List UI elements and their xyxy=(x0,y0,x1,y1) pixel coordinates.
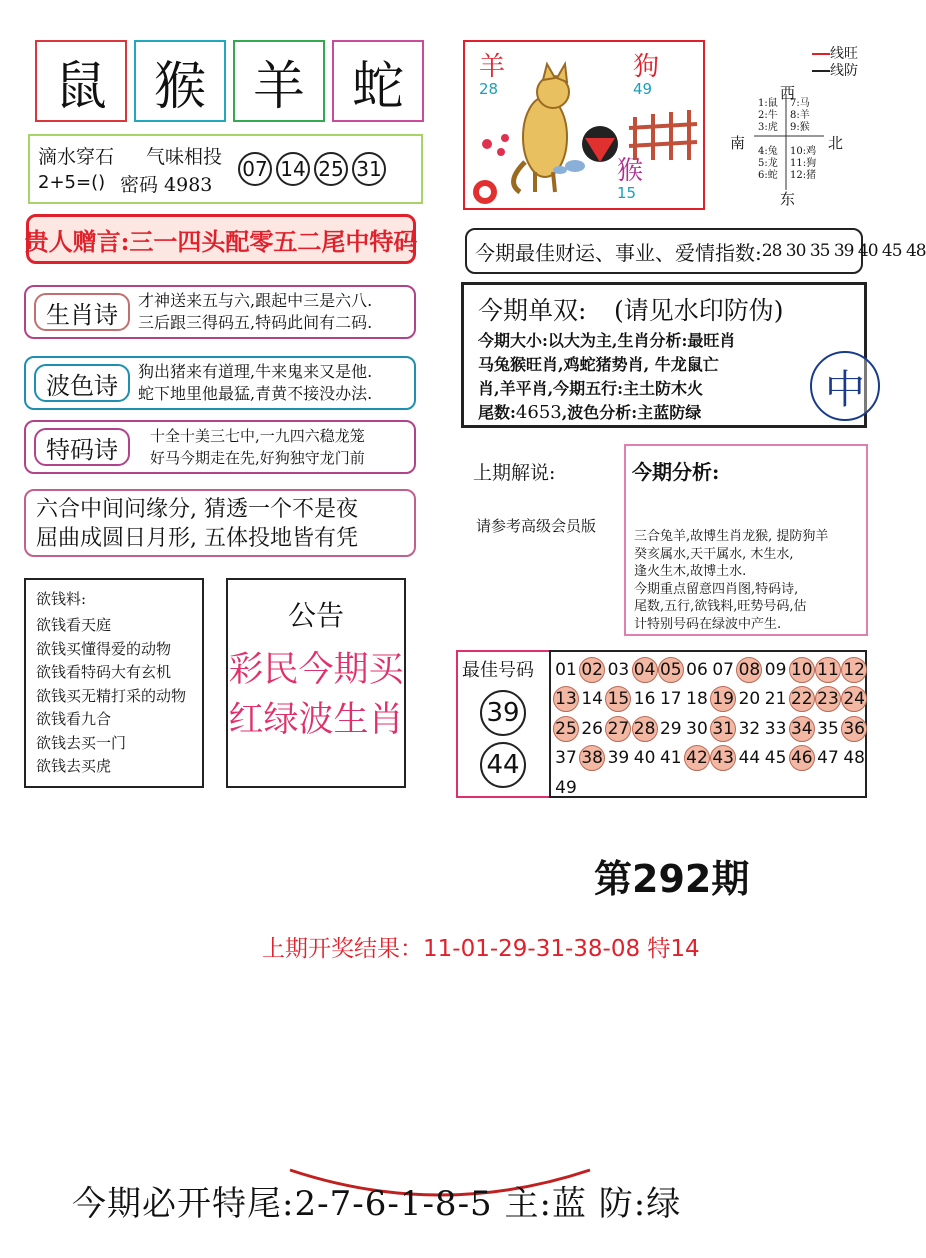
zodiac-image-panel xyxy=(463,40,705,210)
compass-cell: 5:龙 xyxy=(758,158,778,169)
analysis-title: 今期分析: xyxy=(632,460,720,484)
number-cell: 40 xyxy=(633,748,656,769)
compass-cell: 4:兔 xyxy=(758,146,778,157)
number-cell: 38 xyxy=(579,745,605,771)
zodiac-box-3: 羊 xyxy=(233,40,325,122)
number-cell: 05 xyxy=(658,657,684,683)
single-double-box xyxy=(461,282,867,428)
last-result: 上期开奖结果：11-01-29-31-38-08 特14 xyxy=(262,936,700,962)
sd-tail-label: 尾数: xyxy=(478,403,516,422)
analysis-body xyxy=(634,528,828,633)
number-cell: 06 xyxy=(686,660,708,680)
legend-line-guard xyxy=(812,63,858,80)
number-cell: 41 xyxy=(659,748,682,769)
number-cell: 11 xyxy=(815,657,841,683)
poem-tag: 生肖诗 xyxy=(34,293,130,331)
compass-legend xyxy=(812,46,858,80)
compass-south: 南 xyxy=(730,134,746,152)
number-cell: 29 xyxy=(659,718,682,739)
number-cell: 34 xyxy=(789,716,815,742)
last-period-title: 上期解说: xyxy=(473,462,556,484)
money-item: 欲钱看特码大有玄机 xyxy=(36,663,172,681)
number-cell: 44 xyxy=(738,748,761,769)
number-grid xyxy=(549,650,867,798)
legend-prosper-label: 线旺 xyxy=(830,46,858,62)
poem-line: 三后跟三得码五,特码此间有二码. xyxy=(138,313,373,332)
poem-text xyxy=(150,425,365,469)
saying-numbers xyxy=(238,152,386,186)
number-cell: 08 xyxy=(736,657,762,683)
number-cell: 45 xyxy=(764,748,787,769)
number-cell: 31 xyxy=(710,716,736,742)
riddle-box xyxy=(24,489,416,557)
number-cell: 39 xyxy=(607,748,630,769)
compass-cell: 11:狗 xyxy=(790,158,817,169)
sd-line: 马兔猴旺肖,鸡蛇猪势肖, 牛龙鼠亡 xyxy=(478,355,719,374)
compass-cell: 2:牛 xyxy=(758,110,778,121)
sd-stamp: 中 xyxy=(810,351,880,421)
best-pick: 44 xyxy=(480,742,526,788)
poem-box-zodiac xyxy=(24,285,416,339)
riddle-line: 屈曲成圆日月形, 五体投地皆有凭 xyxy=(36,526,358,551)
analysis-line: 癸亥属水,天干属水, 木生水, xyxy=(634,546,794,562)
compass-east: 东 xyxy=(780,190,796,208)
number-cell: 17 xyxy=(659,689,682,710)
compass-cell: 1:鼠 xyxy=(758,98,778,109)
notice-box xyxy=(226,578,406,788)
number-cell: 21 xyxy=(764,689,787,710)
number-cell: 23 xyxy=(815,686,841,712)
number-cell: 15 xyxy=(605,686,631,712)
poem-box-color xyxy=(24,356,416,410)
compass-cell: 9:猴 xyxy=(790,122,810,133)
dog-number: 49 xyxy=(633,80,653,98)
saying-number: 25 xyxy=(314,152,348,186)
best-pick: 39 xyxy=(480,690,526,736)
saying-box xyxy=(28,134,423,204)
number-cell: 25 xyxy=(553,716,579,742)
poem-text xyxy=(138,290,372,334)
analysis-line: 三合兔羊,故博生肖龙猴, 提防狗羊 xyxy=(634,529,829,544)
notice-line: 红绿波生肖 xyxy=(228,700,404,740)
poem-line: 十全十美三七中,一九四六稳龙笼 xyxy=(150,427,365,445)
money-item: 欲钱看九合 xyxy=(36,710,112,728)
period-number: 第292期 xyxy=(594,857,750,901)
number-cell: 26 xyxy=(581,718,603,739)
best-numbers-title: 最佳号码 xyxy=(462,660,534,681)
compass-cell: 6:蛇 xyxy=(758,170,778,181)
zodiac-box-4: 蛇 xyxy=(332,40,424,122)
number-cell: 12 xyxy=(841,657,867,683)
money-item: 欲钱买懂得爱的动物 xyxy=(36,639,172,658)
analysis-line: 今期重点留意四肖图,特码诗, xyxy=(634,581,799,597)
analysis-line: 尾数,五行,欲钱料,旺势号码,估 xyxy=(634,599,807,614)
compass-cell: 10:鸡 xyxy=(790,146,817,157)
riddle-line: 六合中间问缘分, 猜透一个不是夜 xyxy=(36,497,358,522)
number-cell: 30 xyxy=(686,718,708,739)
poem-line: 蛇下地里他最猛,青黄不接没办法. xyxy=(138,384,373,403)
number-cell: 48 xyxy=(843,748,865,769)
compass-cell: 8:羊 xyxy=(790,110,810,121)
number-cell: 36 xyxy=(841,716,867,742)
monkey-label: 猴 xyxy=(617,156,644,186)
poem-line: 好马今期走在先,好狗独守龙门前 xyxy=(150,449,365,467)
analysis-line: 计特别号码在绿波中产生. xyxy=(634,616,782,632)
saying-line1b: 气味相投 xyxy=(146,146,223,168)
number-cell: 16 xyxy=(633,689,656,710)
sd-tail-value: 4653 xyxy=(515,402,562,423)
number-cell: 20 xyxy=(738,689,761,710)
number-cell: 14 xyxy=(581,689,603,710)
number-cell: 04 xyxy=(632,657,658,683)
sd-line: 肖,羊平肖,今期五行:主土防木火 xyxy=(478,379,704,398)
notice-line: 彩民今期买 xyxy=(228,650,404,690)
saying-line2a: 2+5=() xyxy=(38,172,106,193)
compass-north: 北 xyxy=(828,134,844,152)
number-cell: 28 xyxy=(632,716,658,742)
number-cell: 13 xyxy=(553,686,579,712)
sheep-number: 28 xyxy=(479,80,499,98)
cat-ball-illustration xyxy=(465,42,703,208)
number-cell: 33 xyxy=(764,718,787,739)
number-cell: 43 xyxy=(710,745,736,771)
legend-guard-label: 线防 xyxy=(830,63,858,79)
number-cell: 03 xyxy=(607,660,630,680)
analysis-line: 逢火生木,故博土水. xyxy=(634,564,747,579)
number-cell: 47 xyxy=(817,748,839,769)
money-item: 欲钱去买一门 xyxy=(36,733,127,752)
monkey-number: 15 xyxy=(617,184,637,202)
compass-lines xyxy=(754,94,824,190)
analysis-box xyxy=(624,444,868,636)
poem-text xyxy=(138,361,372,405)
dog-label: 狗 xyxy=(633,52,660,82)
saying-line1a: 滴水穿石 xyxy=(38,146,115,168)
sd-body xyxy=(478,329,735,425)
compass-cell: 3:虎 xyxy=(758,122,778,133)
money-box xyxy=(24,578,204,788)
poem-line: 狗出猪来有道理,牛来鬼来又是他. xyxy=(138,362,373,381)
money-title: 欲钱料: xyxy=(36,590,87,608)
number-cell: 18 xyxy=(686,689,708,710)
number-cell: 35 xyxy=(817,718,839,739)
number-cell: 07 xyxy=(712,660,734,680)
saying-line2b: 密码 4983 xyxy=(120,174,213,196)
notice-title: 公告 xyxy=(287,599,344,632)
zodiac-box-1: 鼠 xyxy=(35,40,127,122)
bottom-line: 今期必开特尾:2-7-6-1-8-5 主:蓝 防:绿 xyxy=(72,1184,682,1224)
sheep-label: 羊 xyxy=(479,52,506,82)
number-cell: 01 xyxy=(555,660,577,680)
gift-banner-text: 贵人赠言:三一四头配零五二尾中特码 xyxy=(24,226,418,256)
sd-title: 今期单双: xyxy=(478,296,587,325)
poem-line: 才神送来五与六,跟起中三是六八. xyxy=(138,291,373,310)
sd-color-analysis: ,波色分析:主蓝防绿 xyxy=(561,403,702,422)
compass-cell: 12:猪 xyxy=(790,170,817,181)
money-list xyxy=(36,614,186,779)
last-period-note: 请参考高级会员版 xyxy=(476,517,597,535)
best-numbers-picks-box xyxy=(456,650,552,798)
number-cell: 24 xyxy=(841,686,867,712)
number-cell: 10 xyxy=(789,657,815,683)
poem-tag: 特码诗 xyxy=(34,428,130,466)
poem-tag: 波色诗 xyxy=(34,364,130,402)
poem-box-special xyxy=(24,420,416,474)
sd-note: (请见水印防伪) xyxy=(614,296,784,325)
number-cell: 32 xyxy=(738,718,761,739)
number-cell: 42 xyxy=(684,745,710,771)
number-cell: 49 xyxy=(555,777,577,798)
index-label: 今期最佳财运、事业、爱情指数: xyxy=(475,240,762,265)
number-cell: 22 xyxy=(789,686,815,712)
compass-cell: 7:马 xyxy=(790,98,810,109)
money-item: 欲钱去买虎 xyxy=(36,757,112,775)
saying-number: 14 xyxy=(276,152,310,186)
saying-number: 31 xyxy=(352,152,386,186)
number-cell: 27 xyxy=(605,716,631,742)
saying-number: 07 xyxy=(238,152,272,186)
number-cell: 46 xyxy=(789,745,815,771)
index-box xyxy=(465,228,926,274)
money-item: 欲钱买无精打采的动物 xyxy=(36,686,187,705)
number-cell: 09 xyxy=(764,660,787,680)
zodiac-box-2: 猴 xyxy=(134,40,226,122)
number-cell: 19 xyxy=(710,686,736,712)
compass-grid xyxy=(758,98,820,186)
index-value: 28 30 35 39 40 45 48 xyxy=(761,241,926,261)
sd-line xyxy=(478,401,735,425)
gift-banner xyxy=(26,214,416,264)
compass-west: 西 xyxy=(780,84,796,102)
sd-line: 今期大小:以大为主,生肖分析:最旺肖 xyxy=(478,331,736,350)
money-item: 欲钱看天庭 xyxy=(36,616,112,634)
number-cell: 37 xyxy=(555,748,577,769)
number-cell: 02 xyxy=(579,657,605,683)
legend-line-prosper xyxy=(812,46,858,63)
